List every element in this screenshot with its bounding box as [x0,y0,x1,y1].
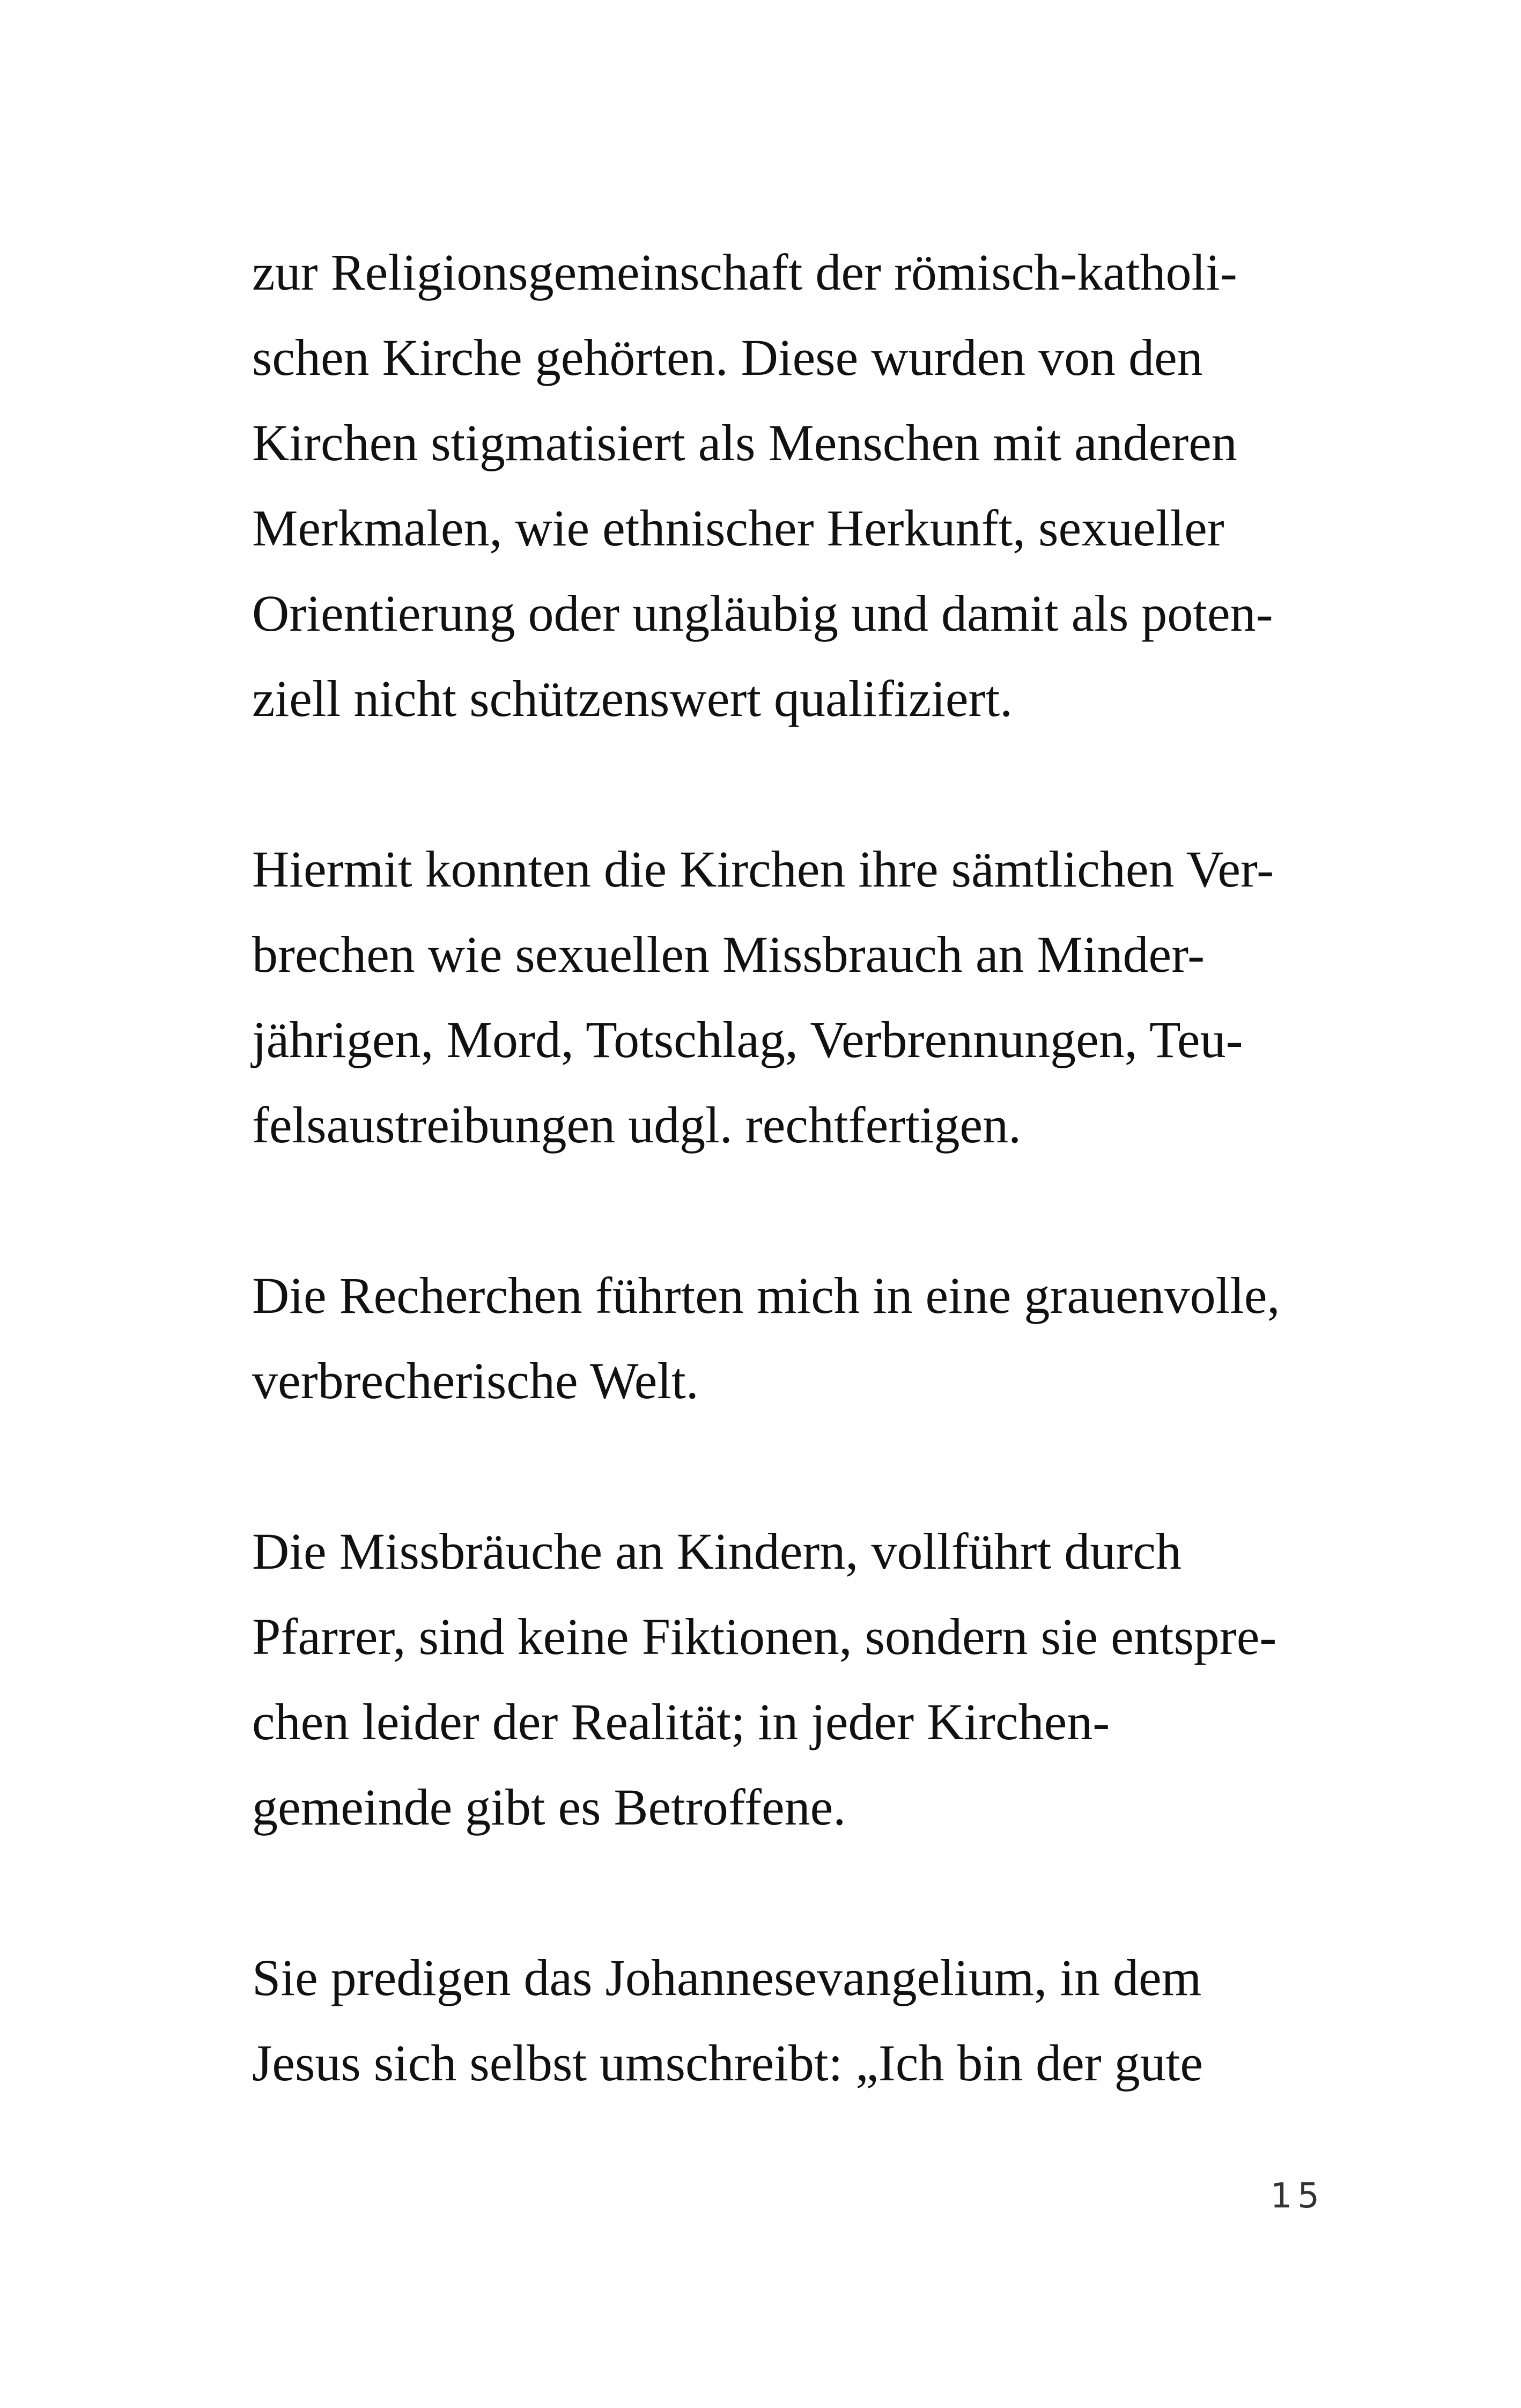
text-line: Die Recherchen führten mich in eine grauenvolle, [252,1267,1280,1324]
body-text [252,230,1368,2106]
text-line: chen leider der Realität; in jeder Kirchen- [252,1693,1110,1750]
text-line: ziell nicht schützenswert qualifiziert. [252,670,1013,727]
paragraph-gap [252,1850,1368,1935]
paragraph-gap [252,1423,1368,1509]
paragraph-3 [252,1253,1368,1423]
text-line: verbrecherische Welt. [252,1352,699,1409]
paragraph-5 [252,1935,1368,2106]
paragraph-gap [252,1168,1368,1253]
text-line: Jesus sich selbst umschreibt: „Ich bin der gute [252,2034,1203,2092]
text-line: gemeinde gibt es Betroffene. [252,1778,846,1836]
text-line: Merkmalen, wie ethnischer Herkunft, sexueller [252,499,1224,557]
paragraph-4 [252,1509,1368,1850]
text-line: brechen wie sexuellen Missbrauch an Minder- [252,926,1205,983]
text-line: felsaustreibungen udgl. rechtfertigen. [252,1096,1022,1154]
text-line: Hiermit konnten die Kirchen ihre sämtlichen Ver- [252,840,1274,898]
paragraph-1 [252,230,1368,741]
page-number: 15 [1270,2176,1325,2216]
text-line: jährigen, Mord, Totschlag, Verbrennungen, Teu- [252,1011,1243,1068]
text-line: schen Kirche gehörten. Diese wurden von den [252,329,1203,386]
paragraph-2 [252,826,1368,1168]
text-line: Pfarrer, sind keine Fiktionen, sondern sie entspre- [252,1608,1277,1665]
text-line: Orientierung oder ungläubig und damit als poten- [252,585,1273,642]
text-line: Die Missbräuche an Kindern, vollführt durch [252,1523,1182,1580]
text-line: Kirchen stigmatisiert als Menschen mit anderen [252,414,1237,471]
text-line: zur Religionsgemeinschaft der römisch-katholi- [252,243,1237,301]
text-line: Sie predigen das Johannesevangelium, in dem [252,1949,1202,2006]
paragraph-gap [252,741,1368,826]
